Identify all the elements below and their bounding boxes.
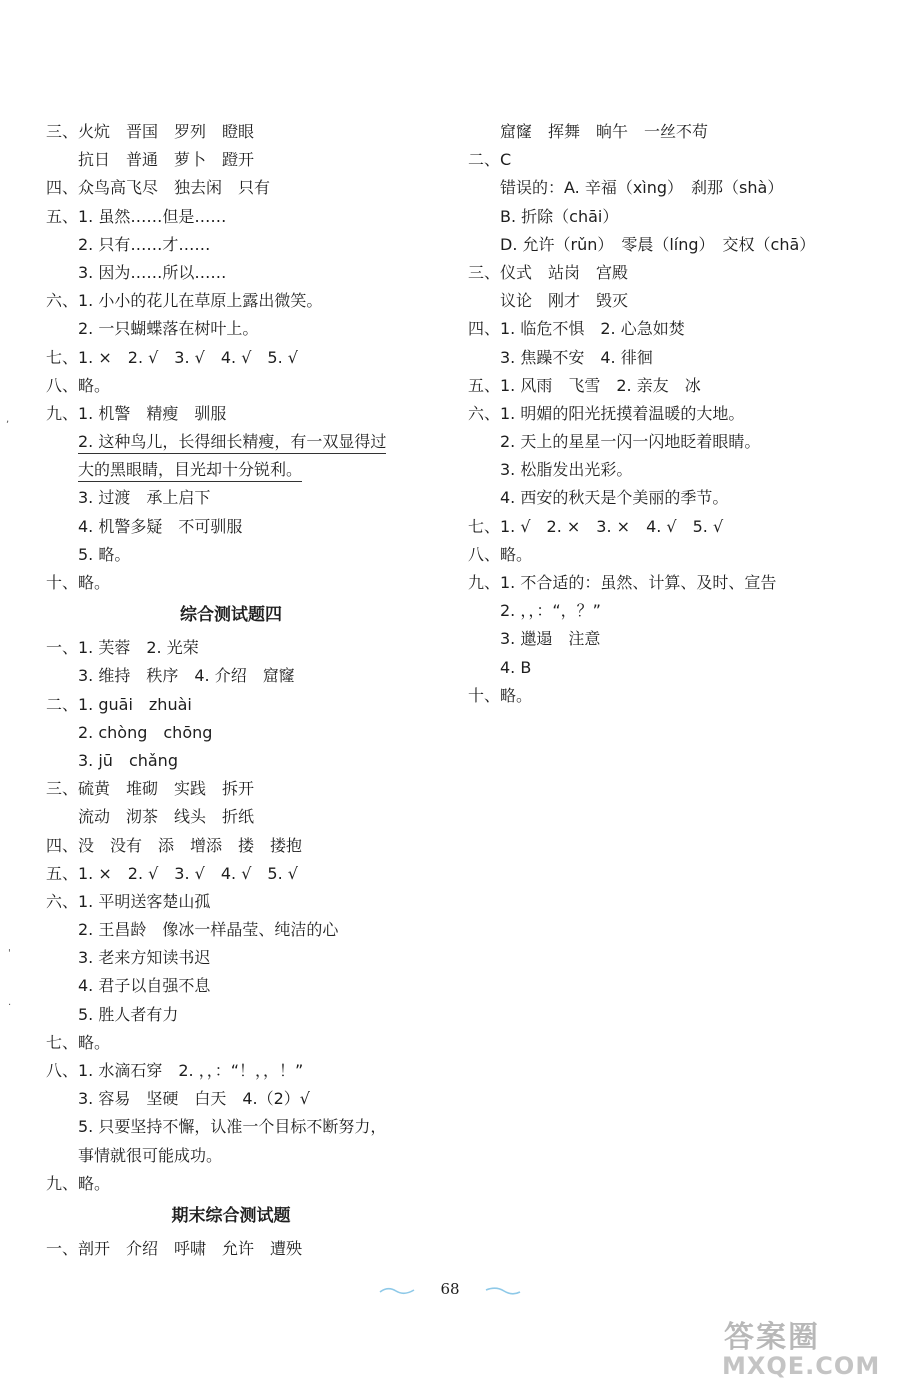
answer-line <box>468 287 868 315</box>
answer-text: 六、1. 小小的花儿在草原上露出微笑。 <box>46 291 323 311</box>
answer-text: 二、1. guāi zhuài <box>46 694 192 714</box>
answer-line <box>46 259 446 287</box>
answer-text: 窟窿 挥舞 晌午 一丝不苟 <box>500 122 709 141</box>
page-number: 68 <box>440 1280 460 1298</box>
answer-line <box>468 654 868 682</box>
answer-text: 五、1. × 2. √ 3. √ 4. √ 5. √ <box>46 863 298 883</box>
answer-line <box>46 832 446 860</box>
answer-text: B. 折除（chāi） <box>500 206 619 226</box>
answer-text: 3. 过渡 承上启下 <box>78 488 211 508</box>
answer-text: 3. 容易 坚硬 白天 4.（2）√ <box>78 1089 310 1109</box>
answer-line <box>468 597 868 625</box>
answer-line <box>468 541 868 569</box>
answer-text: 事情就很可能成功。 <box>78 1145 223 1165</box>
answer-line <box>468 682 868 710</box>
answer-line <box>468 118 868 146</box>
answer-text: 综合测试题四 <box>180 605 282 626</box>
answer-line <box>468 203 868 231</box>
answer-line <box>46 719 446 747</box>
answer-text: 五、1. 风雨 飞雪 2. 亲友 冰 <box>468 375 701 395</box>
answer-text: 八、1. 水滴石穿 2. ，，：“！，，！” <box>46 1061 304 1080</box>
answer-text: 六、1. 平明送客楚山孤 <box>46 891 211 911</box>
answer-line <box>46 634 446 662</box>
answer-text: 2. 只有……才…… <box>78 234 211 254</box>
answer-text: 错误的：A. 辛福（xìng） 刹那（shà） <box>500 178 784 198</box>
answer-line <box>468 231 868 259</box>
answer-line <box>46 203 446 231</box>
answer-text: 五、1. 虽然……但是…… <box>46 206 227 226</box>
answer-text: 七、略。 <box>46 1032 111 1052</box>
answer-line <box>46 513 446 541</box>
answer-line <box>46 174 446 202</box>
answer-line <box>46 456 446 484</box>
answer-text: 三、仪式 站岗 宫殿 <box>468 262 629 282</box>
answer-text: 3. jū chǎng <box>78 750 178 770</box>
answer-text: 3. 维持 秩序 4. 介绍 窟窿 <box>78 666 295 686</box>
answer-line <box>468 344 868 372</box>
answer-line <box>46 1170 446 1198</box>
answer-line <box>46 1001 446 1029</box>
answer-text: 2. 一只蝴蝶落在树叶上。 <box>78 319 259 339</box>
answer-text: 2. ，，：“，？” <box>500 601 601 621</box>
answer-line <box>468 569 868 597</box>
answer-line <box>46 1057 446 1085</box>
watermark-url: MXQE.COM <box>722 1352 881 1380</box>
section-heading <box>46 1198 416 1235</box>
answer-line <box>46 231 446 259</box>
answer-text: 3. 邋遢 注意 <box>500 629 601 649</box>
section-heading <box>46 597 416 634</box>
answer-line <box>46 803 446 831</box>
answer-line <box>46 1142 446 1170</box>
answer-line <box>46 118 446 146</box>
answer-text: 2. 天上的星星一闪一闪地眨着眼睛。 <box>500 432 761 452</box>
answer-line <box>468 513 868 541</box>
answer-text: 七、1. × 2. √ 3. √ 4. √ 5. √ <box>46 347 298 367</box>
left-answer-column <box>46 118 446 1263</box>
answer-text: 三、硫黄 堆砌 实践 拆开 <box>46 779 255 799</box>
answer-line <box>468 372 868 400</box>
watermark-brand: 答案圈 <box>724 1320 820 1355</box>
answer-text: 4. 西安的秋天是个美丽的季节。 <box>500 488 729 508</box>
answer-text: 八、略。 <box>46 375 111 395</box>
answer-text: 议论 刚才 毁灭 <box>500 291 629 311</box>
answer-line <box>46 972 446 1000</box>
answer-line <box>46 916 446 944</box>
answer-text: 抗日 普通 萝卜 蹬开 <box>78 150 255 170</box>
answer-line <box>46 287 446 315</box>
underlined-answer-text: 2. 这种鸟儿，长得细长精瘦，有一双显得过 <box>78 431 386 454</box>
scan-speck: · <box>8 1000 12 1011</box>
answer-line <box>468 259 868 287</box>
answer-line <box>46 662 446 690</box>
answer-line <box>46 146 446 174</box>
answer-text: 流动 沏茶 线头 折纸 <box>78 807 255 827</box>
answer-line <box>46 372 446 400</box>
answer-text: 九、1. 机警 精瘦 驯服 <box>46 403 227 423</box>
answer-line <box>46 400 446 428</box>
scan-speck: ' <box>8 948 11 959</box>
answer-text: 一、剖开 介绍 呼啸 允许 遭殃 <box>46 1238 303 1258</box>
answer-text: 三、火炕 晋国 罗列 瞪眼 <box>46 122 255 141</box>
answer-text: 5. 只要坚持不懈，认准一个目标不断努力， <box>78 1117 387 1137</box>
underlined-answer-text: 大的黑眼睛，目光却十分锐利。 <box>78 459 302 482</box>
wave-ornament-right <box>482 1286 522 1296</box>
answer-line <box>468 484 868 512</box>
answer-line <box>46 541 446 569</box>
answer-line <box>46 569 446 597</box>
answer-line <box>468 625 868 653</box>
answer-text: 十、略。 <box>468 685 533 705</box>
answer-text: 2. chòng chōng <box>78 722 213 742</box>
watermark-logo <box>718 1312 894 1384</box>
answer-text: 3. 因为……所以…… <box>78 262 227 282</box>
answer-text: 4. B <box>500 657 532 677</box>
answer-text: 九、略。 <box>46 1173 111 1193</box>
answer-line <box>46 1085 446 1113</box>
answer-line <box>46 315 446 343</box>
answer-line <box>468 428 868 456</box>
answer-text: 四、众鸟高飞尽 独去闲 只有 <box>46 178 271 198</box>
answer-line <box>46 747 446 775</box>
answer-text: 4. 君子以自强不息 <box>78 976 211 996</box>
answer-line <box>468 174 868 202</box>
answer-text: 5. 胜人者有力 <box>78 1004 179 1024</box>
answer-line <box>46 1029 446 1057</box>
answer-line <box>46 428 446 456</box>
answer-text: 5. 略。 <box>78 544 131 564</box>
answer-text: 九、1. 不合适的：虽然、计算、及时、宣告 <box>468 573 777 592</box>
answer-text: D. 允许（rǔn） 零晨（líng） 交权（chā） <box>500 234 816 254</box>
answer-line <box>46 1235 446 1263</box>
answer-line <box>468 400 868 428</box>
answer-line <box>46 944 446 972</box>
answer-text: 七、1. √ 2. × 3. × 4. √ 5. √ <box>468 516 724 536</box>
answer-text: 4. 机警多疑 不可驯服 <box>78 516 243 536</box>
answer-text: 3. 老来方知读书迟 <box>78 948 211 968</box>
answer-line <box>468 315 868 343</box>
answer-text: 一、1. 芙蓉 2. 光荣 <box>46 638 199 658</box>
answer-line <box>46 888 446 916</box>
answer-text: 四、1. 临危不惧 2. 心急如焚 <box>468 319 685 339</box>
answer-line <box>46 691 446 719</box>
answer-text: 八、略。 <box>468 544 533 564</box>
answer-text: 3. 焦躁不安 4. 徘徊 <box>500 347 653 367</box>
answer-text: 十、略。 <box>46 573 111 592</box>
answer-line <box>46 484 446 512</box>
answer-line <box>468 146 868 174</box>
answer-text: 期末综合测试题 <box>171 1205 291 1226</box>
answer-text: 四、没 没有 添 增添 搂 搂抱 <box>46 835 303 855</box>
answer-text: 2. 王昌龄 像冰一样晶莹、纯洁的心 <box>78 920 339 940</box>
answer-line <box>46 1113 446 1141</box>
answer-line <box>46 344 446 372</box>
answer-text: 六、1. 明媚的阳光抚摸着温暖的大地。 <box>468 403 745 423</box>
answer-line <box>46 860 446 888</box>
answer-line <box>46 775 446 803</box>
answer-text: 二、C <box>468 150 512 170</box>
right-answer-column <box>468 118 868 710</box>
scan-speck: , <box>6 414 10 425</box>
answer-line <box>468 456 868 484</box>
answer-text: 3. 松脂发出光彩。 <box>500 460 633 480</box>
